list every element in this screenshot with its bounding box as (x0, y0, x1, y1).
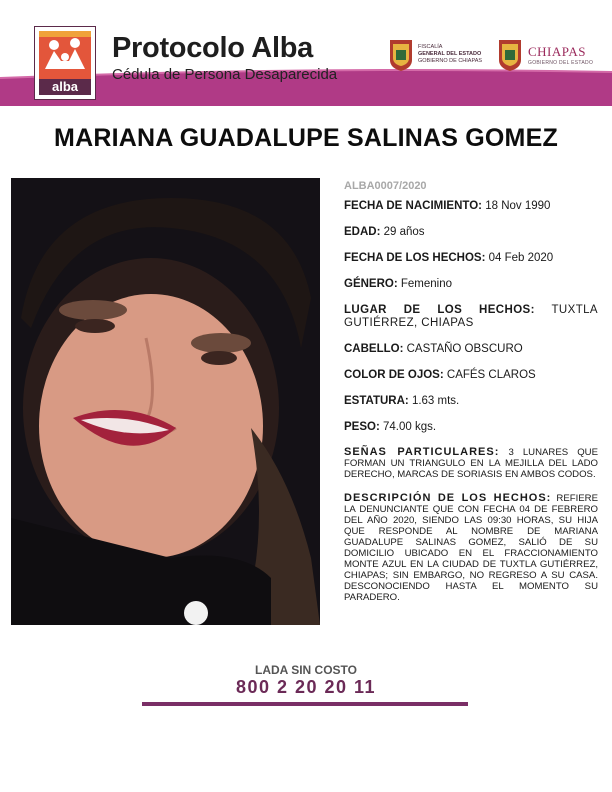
height-field: ESTATURA: 1.63 mts. (344, 395, 460, 407)
page-subtitle: Cédula de Persona Desaparecida (112, 66, 338, 83)
header (0, 0, 612, 112)
chiapas-subtext: GOBIERNO DEL ESTADO (528, 60, 594, 66)
event-place-field: LUGAR DE LOS HECHOS: TUXTLA GUTIÉRREZ, CHIAPAS (344, 304, 598, 329)
phone-label: LADA SIN COSTO (254, 663, 357, 677)
chiapas-text: CHIAPAS (528, 44, 586, 59)
person-details (344, 178, 598, 616)
age-field: EDAD: 29 años (344, 226, 425, 238)
hair-field: CABELLO: CASTAÑO OBSCURO (344, 343, 523, 355)
case-id: ALBA0007/2020 (344, 180, 427, 192)
chiapas-shield-icon (497, 38, 523, 72)
gender-field: GÉNERO: Femenino (344, 278, 453, 290)
person-name: MARIANA GUADALUPE SALINAS GOMEZ (54, 124, 558, 152)
eye-color-field: COLOR DE OJOS: CAFÉS CLAROS (344, 369, 536, 381)
person-photo (11, 178, 320, 625)
family-icon (39, 31, 91, 81)
page-title: Protocolo Alba (112, 32, 313, 64)
distinguishing-marks-field: SEÑAS PARTICULARES: 3 LUNARES QUE FORMAN UN TRIANGULO EN LA MEJILLA DEL LADO DERECHO, MARCAS DE SORIASIS EN AMBOS CODOS. (344, 446, 598, 480)
event-date-field: FECHA DE LOS HECHOS: 04 Feb 2020 (344, 252, 554, 264)
fiscalia-shield-icon (388, 38, 414, 72)
weight-field: PESO: 74.00 kgs. (344, 421, 437, 433)
footer-divider (142, 702, 468, 706)
fiscalia-text: FISCALÍA GENERAL DEL ESTADO GOBIERNO DE CHIAPAS (418, 44, 483, 64)
portrait-image (11, 178, 320, 625)
alba-logo (34, 26, 96, 100)
birth-date-field: FECHA DE NACIMIENTO: 18 Nov 1990 (344, 200, 551, 212)
logo-text: alba (39, 79, 91, 95)
event-description-field: DESCRIPCIÓN DE LOS HECHOS: REFIERE LA DENUNCIANTE QUE CON FECHA 04 DE FEBRERO DEL AÑO 2020, SIENDO LAS 09:30 HORAS, SU HIJA QUE RESPONDE AL NOMBRE DE MARIANA GUADALUPE SALINAS GOMEZ, SALIÓ DE SU DOMICILIO UBICADO EN EL FRACCIONAMIENTO MONTE AZUL EN LA CIUDAD DE TUXTLA GUTIÉRREZ, CHIAPAS; SIN EMBARGO, NO REGRESO A SU CASA. DESCONOCIENDO HASTA EL MOMENTO SU PARADERO. (344, 492, 599, 603)
phone-number[interactable]: 800 2 20 20 11 (235, 677, 377, 697)
